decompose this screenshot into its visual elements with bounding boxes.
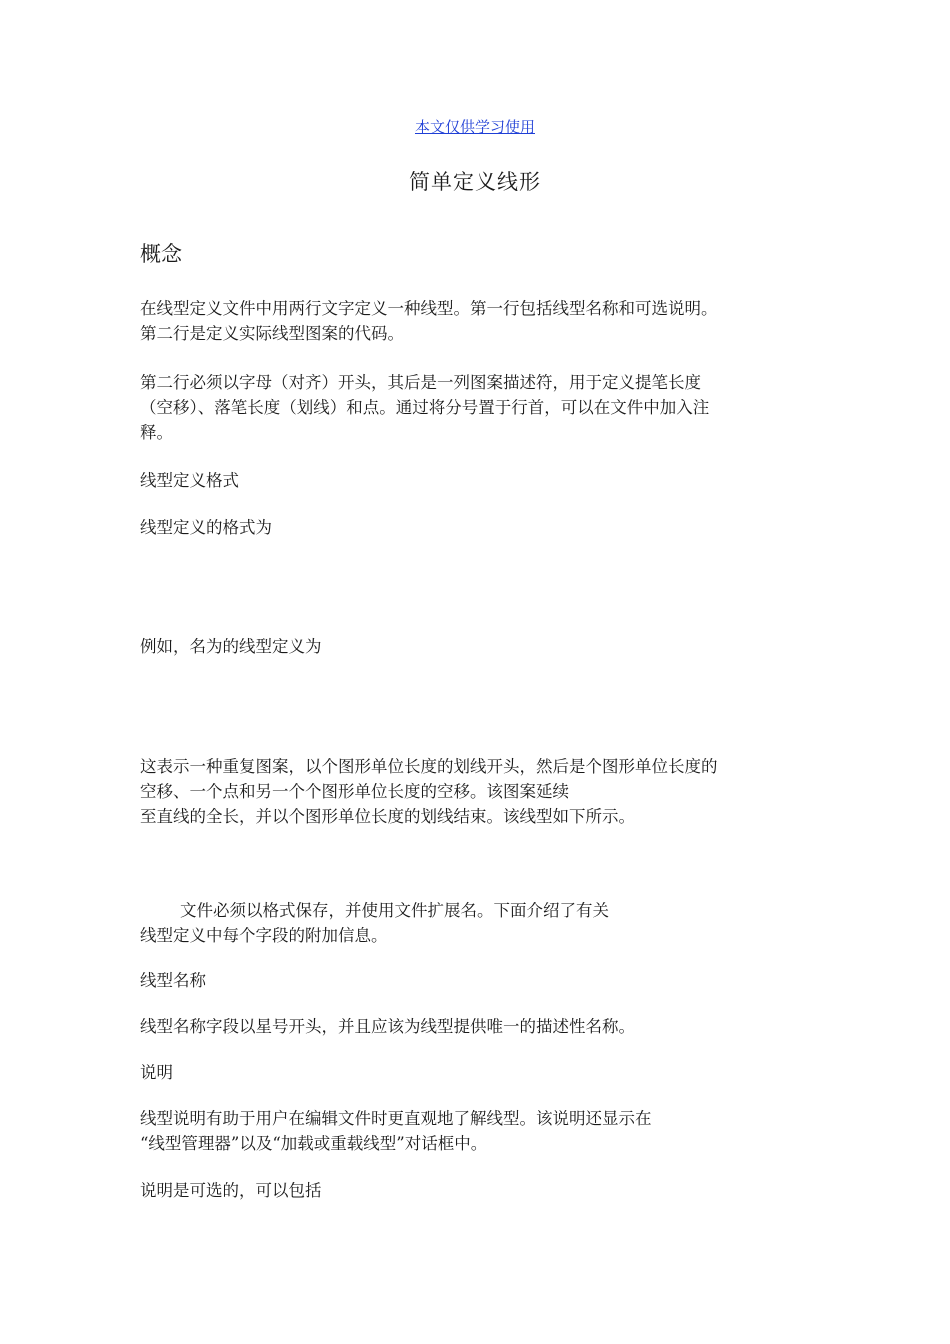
paragraph-file-save [140,898,609,948]
paragraph-line: 第二行必须以字母（对齐）开头，其后是一列图案描述符，用于定义提笔长度 [140,373,701,392]
paragraph-line: “线型管理器”以及“加载或重载线型”对话框中。 [140,1134,488,1153]
paragraph-description [140,1106,652,1156]
paragraph-line: 空移、一个点和另一个个图形单位长度的空移。该图案延续 [140,782,569,801]
paragraph-line: 这表示一种重复图案，以个图形单位长度的划线开头，然后是个图形单位长度的 [140,757,718,776]
header-link[interactable]: 本文仅供学习使用 [414,118,535,136]
paragraph-line: 第二行是定义实际线型图案的代码。 [140,324,404,343]
paragraph-line: 至直线的全长，并以个图形单位长度的划线结束。该线型如下所示。 [140,807,635,826]
paragraph-example: 例如，名为的线型定义为 [140,637,322,656]
paragraph-line: 在线型定义文件中用两行文字定义一种线型。第一行包括线型名称和可选说明。 [140,299,718,318]
paragraph-optional: 说明是可选的，可以包括 [140,1181,322,1200]
paragraph-line: 释。 [140,423,173,442]
paragraph-format: 线型定义的格式为 [140,518,272,537]
paragraph-line: （空移）、落笔长度（划线）和点。通过将分号置于行首，可以在文件中加入注 [140,398,710,417]
document-title: 简单定义线形 [409,170,541,194]
paragraph-line: 线型说明有助于用户在编辑文件时更直观地了解线型。该说明还显示在 [140,1109,652,1128]
section-heading-concept: 概念 [140,242,182,266]
subheading-format: 线型定义格式 [140,471,239,490]
paragraph-linetype-name: 线型名称字段以星号开头，并且应该为线型提供唯一的描述性名称。 [140,1017,635,1036]
paragraph-intro [140,296,718,346]
paragraph-line: 线型定义中每个字段的附加信息。 [140,926,388,945]
paragraph-pattern-explanation [140,754,718,829]
subheading-linetype-name: 线型名称 [140,971,206,990]
paragraph-line: 文件必须以格式保存，并使用文件扩展名。下面介绍了有关 [180,901,609,920]
paragraph-second-line-rules [140,370,709,445]
subheading-description: 说明 [140,1063,173,1082]
